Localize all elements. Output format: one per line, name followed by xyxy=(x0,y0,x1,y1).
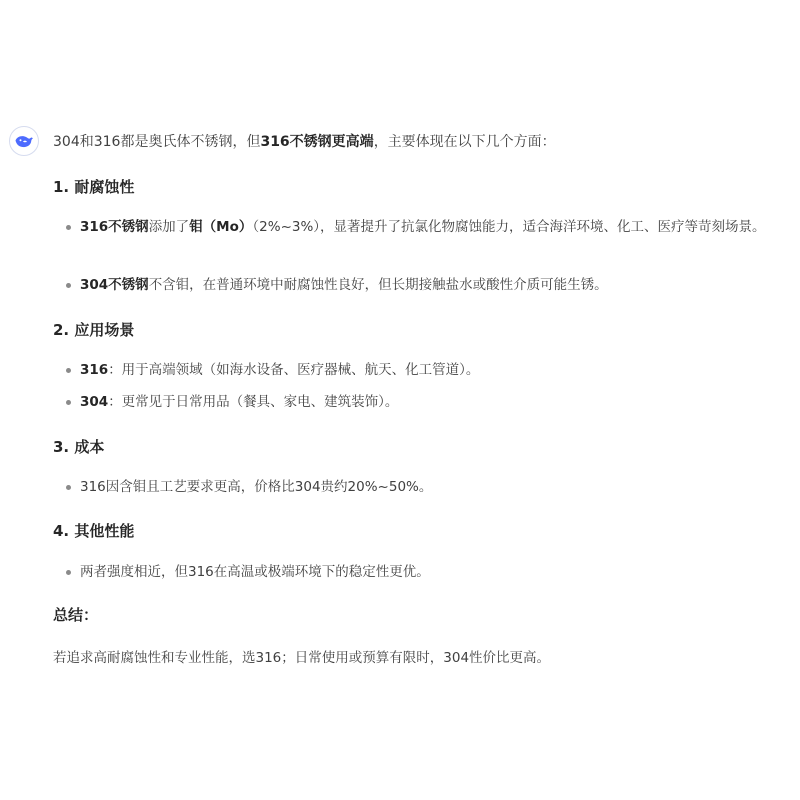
section-heading: 2. 应用场景 xyxy=(53,321,135,339)
section-heading: 4. 其他性能 xyxy=(53,522,135,540)
summary-text: 若追求高耐腐蚀性和专业性能，选316；日常使用或预算有限时，304性价比更高。 xyxy=(53,650,551,666)
list-item: 316因含钼且工艺要求更高，价格比304贵约20%~50%。 xyxy=(53,475,783,499)
deepseek-whale-icon xyxy=(14,133,34,149)
bullet-dot xyxy=(66,400,71,405)
list-item: 两者强度相近，但316在高温或极端环境下的稳定性更优。 xyxy=(53,560,783,584)
bullet-dot xyxy=(66,570,71,575)
bullet-dot xyxy=(66,485,71,490)
list-item: 316：用于高端领域（如海水设备、医疗器械、航天、化工管道）。 xyxy=(53,358,783,382)
summary-heading: 总结： xyxy=(53,606,99,624)
avatar xyxy=(9,126,39,156)
bullet-dot xyxy=(66,225,71,230)
bullet-dot xyxy=(66,283,71,288)
bullet-dot xyxy=(66,368,71,373)
intro-text: 304和316都是奥氏体不锈钢，但316不锈钢更高端，主要体现在以下几个方面： xyxy=(53,134,556,150)
assistant-message xyxy=(53,130,793,666)
section-heading: 3. 成本 xyxy=(53,438,105,456)
section-heading: 1. 耐腐蚀性 xyxy=(53,178,135,196)
list-item: 304不锈钢不含钼，在普通环境中耐腐蚀性良好，但长期接触盐水或酸性介质可能生锈。 xyxy=(53,273,783,297)
list-item: 304：更常见于日常用品（餐具、家电、建筑装饰）。 xyxy=(53,390,783,414)
list-item: 316不锈钢添加了钼（Mo）（2%~3%），显著提升了抗氯化物腐蚀能力，适合海洋环境、化工、医疗等苛刻场景。 xyxy=(53,215,783,239)
